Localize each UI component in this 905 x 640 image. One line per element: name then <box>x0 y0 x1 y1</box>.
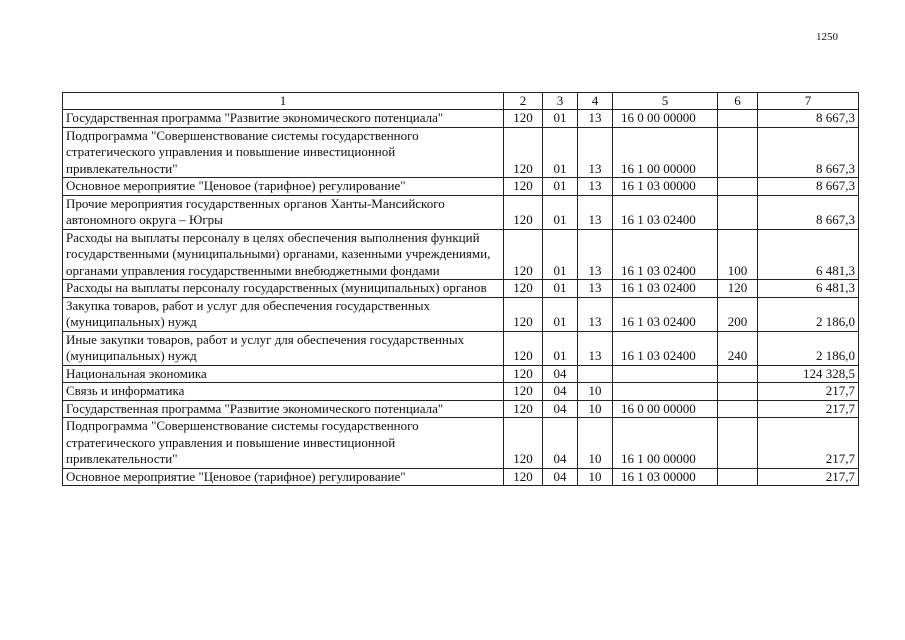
table-row <box>63 331 859 365</box>
cell-target-article: 16 1 03 02400 <box>613 331 718 365</box>
cell-expense-type: 200 <box>718 297 758 331</box>
cell-target-article: 16 1 03 00000 <box>613 468 718 486</box>
table-body <box>63 110 859 486</box>
cell-ministry-code: 120 <box>504 178 543 196</box>
cell-amount: 2 186,0 <box>758 297 859 331</box>
cell-subsection-code: 10 <box>578 400 613 418</box>
cell-target-article: 16 1 03 00000 <box>613 178 718 196</box>
cell-section-code: 01 <box>543 229 578 280</box>
cell-expense-type <box>718 365 758 383</box>
column-header-4: 4 <box>578 93 613 110</box>
cell-amount: 6 481,3 <box>758 229 859 280</box>
cell-section-code: 04 <box>543 418 578 469</box>
cell-expense-type <box>718 418 758 469</box>
table-row <box>63 400 859 418</box>
cell-ministry-code: 120 <box>504 195 543 229</box>
cell-ministry-code: 120 <box>504 297 543 331</box>
cell-expense-type <box>718 195 758 229</box>
cell-target-article <box>613 365 718 383</box>
row-name: Закупка товаров, работ и услуг для обеспечения государственных (муниципальных) нужд <box>63 297 504 331</box>
cell-amount: 217,7 <box>758 468 859 486</box>
cell-section-code: 01 <box>543 280 578 298</box>
table-row <box>63 365 859 383</box>
cell-expense-type: 120 <box>718 280 758 298</box>
cell-expense-type <box>718 127 758 178</box>
cell-target-article: 16 1 00 00000 <box>613 418 718 469</box>
cell-expense-type <box>718 178 758 196</box>
cell-amount: 8 667,3 <box>758 127 859 178</box>
cell-subsection-code: 13 <box>578 195 613 229</box>
cell-ministry-code: 120 <box>504 383 543 401</box>
cell-ministry-code: 120 <box>504 110 543 128</box>
row-name: Основное мероприятие "Ценовое (тарифное) регулирование" <box>63 468 504 486</box>
cell-amount: 124 328,5 <box>758 365 859 383</box>
row-name: Основное мероприятие "Ценовое (тарифное) регулирование" <box>63 178 504 196</box>
cell-amount: 8 667,3 <box>758 195 859 229</box>
cell-subsection-code: 10 <box>578 418 613 469</box>
cell-ministry-code: 120 <box>504 418 543 469</box>
row-name: Национальная экономика <box>63 365 504 383</box>
cell-ministry-code: 120 <box>504 365 543 383</box>
table-row <box>63 280 859 298</box>
cell-ministry-code: 120 <box>504 280 543 298</box>
cell-section-code: 04 <box>543 365 578 383</box>
table-row <box>63 127 859 178</box>
cell-section-code: 04 <box>543 400 578 418</box>
cell-amount: 217,7 <box>758 383 859 401</box>
row-name: Подпрограмма "Совершенствование системы государственного стратегического управления и повышение инвестиционной привлекательности" <box>63 127 504 178</box>
cell-target-article: 16 1 03 02400 <box>613 280 718 298</box>
row-name: Государственная программа "Развитие экономического потенциала" <box>63 110 504 128</box>
cell-target-article: 16 0 00 00000 <box>613 110 718 128</box>
cell-amount: 8 667,3 <box>758 178 859 196</box>
cell-subsection-code: 13 <box>578 127 613 178</box>
cell-section-code: 01 <box>543 331 578 365</box>
cell-expense-type <box>718 110 758 128</box>
column-header-7: 7 <box>758 93 859 110</box>
cell-target-article <box>613 383 718 401</box>
cell-ministry-code: 120 <box>504 331 543 365</box>
cell-section-code: 01 <box>543 195 578 229</box>
row-name: Государственная программа "Развитие экономического потенциала" <box>63 400 504 418</box>
cell-expense-type: 240 <box>718 331 758 365</box>
cell-section-code: 04 <box>543 383 578 401</box>
cell-ministry-code: 120 <box>504 229 543 280</box>
column-header-3: 3 <box>543 93 578 110</box>
cell-expense-type <box>718 400 758 418</box>
cell-section-code: 01 <box>543 110 578 128</box>
cell-target-article: 16 0 00 00000 <box>613 400 718 418</box>
row-name: Прочие мероприятия государственных органов Ханты-Мансийского автономного округа – Югры <box>63 195 504 229</box>
cell-subsection-code: 13 <box>578 229 613 280</box>
cell-ministry-code: 120 <box>504 468 543 486</box>
cell-target-article: 16 1 03 02400 <box>613 195 718 229</box>
cell-amount: 217,7 <box>758 400 859 418</box>
cell-section-code: 01 <box>543 127 578 178</box>
row-name: Подпрограмма "Совершенствование системы государственного стратегического управления и повышение инвестиционной привлекательности" <box>63 418 504 469</box>
cell-subsection-code: 13 <box>578 110 613 128</box>
cell-subsection-code: 13 <box>578 331 613 365</box>
table-row <box>63 383 859 401</box>
table-row <box>63 229 859 280</box>
table-row <box>63 110 859 128</box>
cell-target-article: 16 1 00 00000 <box>613 127 718 178</box>
cell-target-article: 16 1 03 02400 <box>613 229 718 280</box>
table-row <box>63 195 859 229</box>
row-name: Иные закупки товаров, работ и услуг для обеспечения государственных (муниципальных) нужд <box>63 331 504 365</box>
row-name: Расходы на выплаты персоналу государственных (муниципальных) органов <box>63 280 504 298</box>
table-row <box>63 468 859 486</box>
cell-amount: 217,7 <box>758 418 859 469</box>
cell-ministry-code: 120 <box>504 127 543 178</box>
cell-expense-type <box>718 383 758 401</box>
cell-subsection-code: 10 <box>578 468 613 486</box>
table-row <box>63 178 859 196</box>
column-header-5: 5 <box>613 93 718 110</box>
column-header-6: 6 <box>718 93 758 110</box>
table-row <box>63 418 859 469</box>
cell-section-code: 04 <box>543 468 578 486</box>
cell-target-article: 16 1 03 02400 <box>613 297 718 331</box>
cell-subsection-code: 13 <box>578 280 613 298</box>
cell-ministry-code: 120 <box>504 400 543 418</box>
cell-amount: 8 667,3 <box>758 110 859 128</box>
cell-subsection-code: 13 <box>578 297 613 331</box>
table-header-row <box>63 93 859 110</box>
cell-subsection-code: 13 <box>578 178 613 196</box>
cell-amount: 2 186,0 <box>758 331 859 365</box>
cell-subsection-code <box>578 365 613 383</box>
budget-table <box>62 92 859 486</box>
cell-section-code: 01 <box>543 297 578 331</box>
column-header-2: 2 <box>504 93 543 110</box>
table-row <box>63 297 859 331</box>
row-name: Связь и информатика <box>63 383 504 401</box>
row-name: Расходы на выплаты персоналу в целях обеспечения выполнения функций государственными (муниципальными) органами, казенными учреждениями, органами управления государственными внебюджетными фондами <box>63 229 504 280</box>
cell-expense-type: 100 <box>718 229 758 280</box>
cell-expense-type <box>718 468 758 486</box>
cell-section-code: 01 <box>543 178 578 196</box>
page-number: 1250 <box>816 31 838 43</box>
cell-subsection-code: 10 <box>578 383 613 401</box>
cell-amount: 6 481,3 <box>758 280 859 298</box>
column-header-1: 1 <box>63 93 504 110</box>
